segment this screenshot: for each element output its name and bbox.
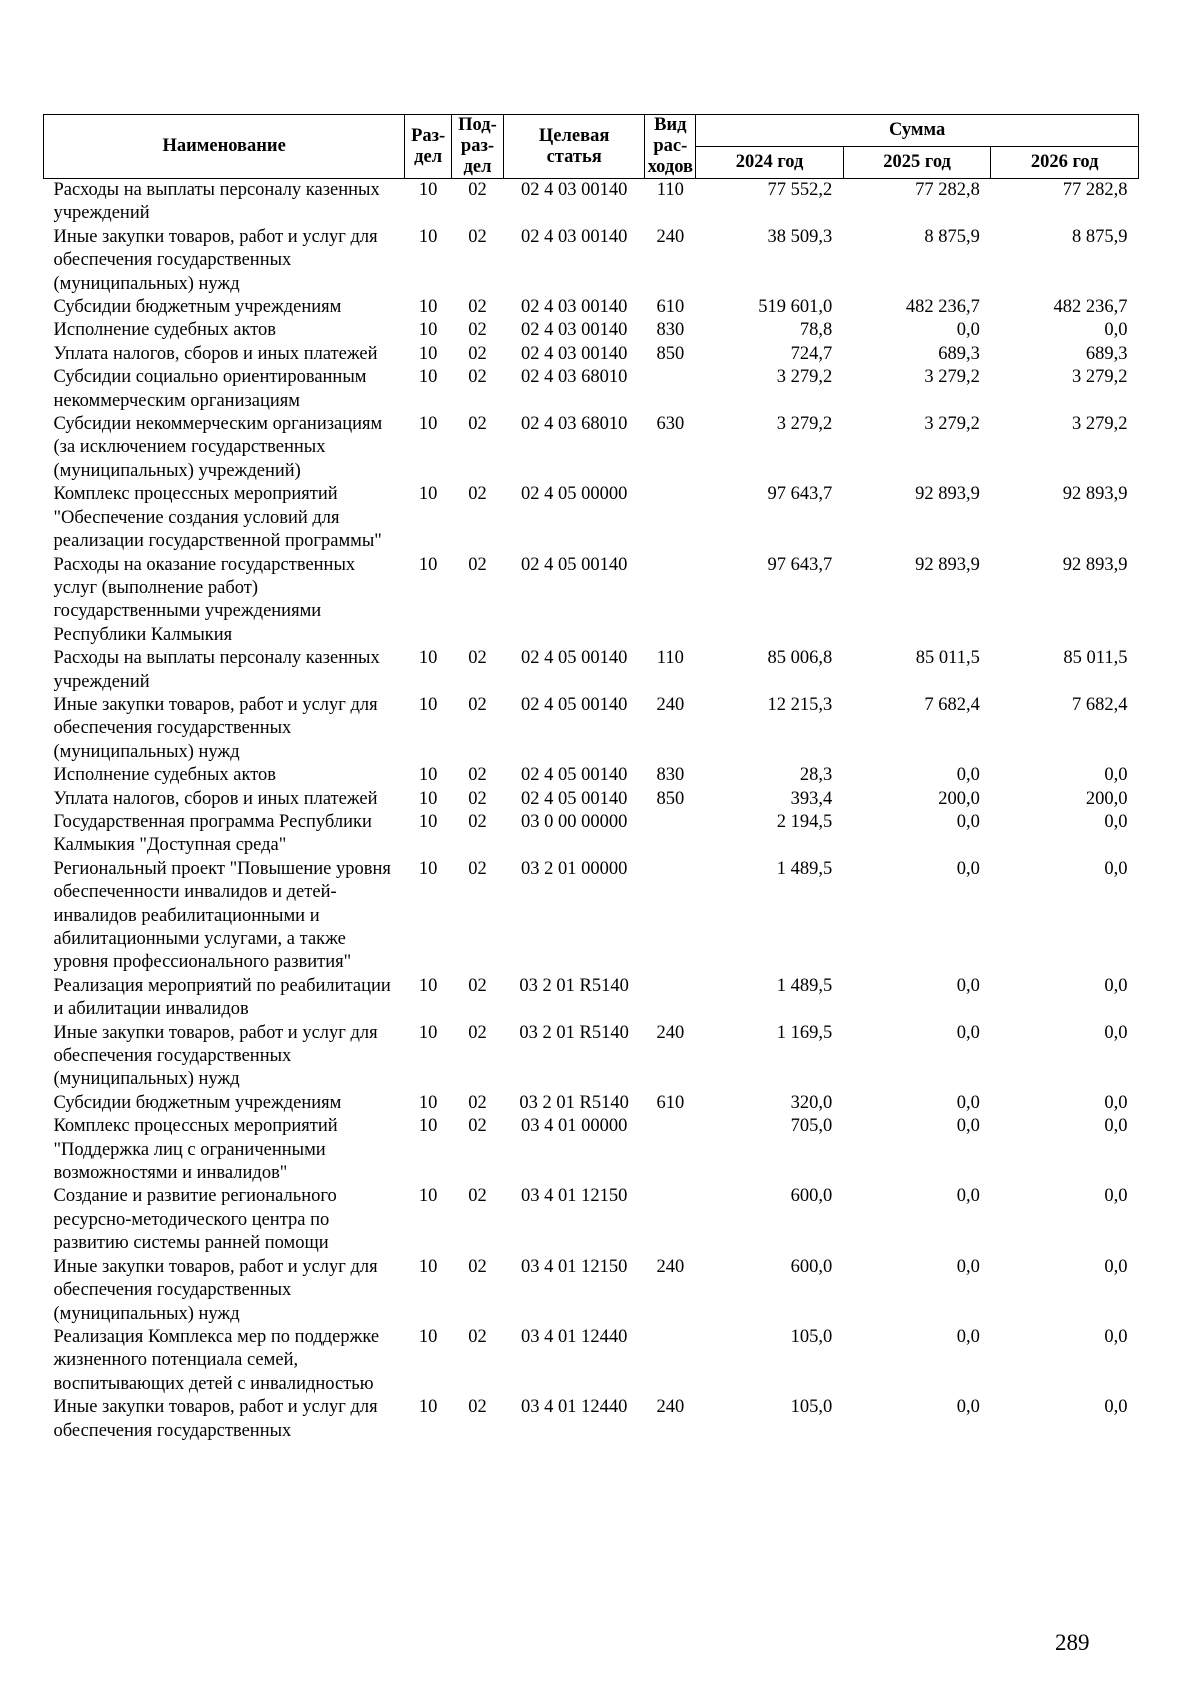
row-razdel: 10 bbox=[418, 554, 438, 575]
row-name: Иные закупки товаров, работ и услуг для обеспечения государственных bbox=[53, 1397, 378, 1441]
row-sum-2024: 97 643,7 bbox=[767, 484, 833, 505]
row-celevaya-statya: 03 4 01 00000 bbox=[520, 1116, 628, 1137]
row-sum-2026: 0,0 bbox=[1104, 320, 1128, 341]
table-row bbox=[44, 1396, 1139, 1443]
row-sum-2026: 0,0 bbox=[1104, 765, 1128, 786]
row-razdel: 10 bbox=[418, 1256, 438, 1277]
row-name: Исполнение судебных актов bbox=[53, 765, 277, 786]
row-sum-2025: 0,0 bbox=[956, 1397, 980, 1418]
row-sum-2024: 28,3 bbox=[799, 765, 833, 786]
row-podrazdel: 02 bbox=[468, 788, 487, 809]
row-razdel: 10 bbox=[418, 788, 438, 809]
row-razdel: 10 bbox=[418, 975, 438, 996]
row-celevaya-statya: 02 4 03 00140 bbox=[520, 226, 628, 247]
row-sum-2024: 724,7 bbox=[790, 343, 833, 364]
row-podrazdel: 02 bbox=[468, 484, 487, 505]
row-celevaya-statya: 03 2 01 00000 bbox=[520, 858, 628, 879]
row-celevaya-statya: 03 4 01 12150 bbox=[520, 1186, 628, 1207]
table-row bbox=[44, 296, 1139, 319]
row-sum-2024: 1 489,5 bbox=[776, 858, 833, 879]
row-vid-rashodov: 830 bbox=[656, 765, 685, 786]
row-razdel: 10 bbox=[418, 858, 438, 879]
row-razdel: 10 bbox=[418, 180, 438, 200]
row-sum-2026: 0,0 bbox=[1104, 1326, 1128, 1347]
row-sum-2025: 0,0 bbox=[956, 1092, 980, 1113]
row-celevaya-statya: 02 4 03 68010 bbox=[520, 367, 628, 388]
row-name: Реализация мероприятий по реабилитации и абилитации инвалидов bbox=[53, 975, 391, 1020]
row-sum-2026: 0,0 bbox=[1104, 975, 1128, 996]
row-vid-rashodov: 610 bbox=[656, 297, 685, 318]
table-row bbox=[44, 811, 1139, 858]
table-row bbox=[44, 554, 1139, 648]
row-podrazdel: 02 bbox=[468, 765, 487, 786]
header-celevaya-statya: Целевая статья bbox=[503, 115, 644, 179]
table-row bbox=[44, 858, 1139, 975]
row-sum-2025: 7 682,4 bbox=[924, 694, 980, 715]
row-sum-2024: 105,0 bbox=[790, 1326, 833, 1347]
row-celevaya-statya: 02 4 05 00140 bbox=[520, 765, 628, 786]
row-name: Исполнение судебных актов bbox=[53, 320, 277, 341]
table-row bbox=[44, 343, 1139, 366]
row-name: Уплата налогов, сборов и иных платежей bbox=[53, 788, 378, 809]
row-vid-rashodov: 630 bbox=[656, 414, 685, 435]
row-sum-2024: 77 552,2 bbox=[767, 180, 833, 200]
header-summa: Сумма bbox=[696, 115, 1139, 147]
row-razdel: 10 bbox=[418, 1397, 438, 1418]
row-celevaya-statya: 03 4 01 12440 bbox=[520, 1326, 628, 1347]
row-sum-2025: 482 236,7 bbox=[905, 297, 980, 318]
row-name: Субсидии бюджетным учреждениям bbox=[53, 1092, 342, 1113]
table-row bbox=[44, 366, 1139, 413]
row-sum-2024: 105,0 bbox=[790, 1397, 833, 1418]
row-celevaya-statya: 03 4 01 12150 bbox=[520, 1256, 628, 1277]
row-sum-2026: 8 875,9 bbox=[1072, 226, 1128, 247]
row-name: Иные закупки товаров, работ и услуг для обеспечения государственных (муниципальных) нужд bbox=[53, 1022, 378, 1090]
row-sum-2025: 0,0 bbox=[956, 765, 980, 786]
row-name: Уплата налогов, сборов и иных платежей bbox=[53, 343, 378, 364]
row-sum-2026: 0,0 bbox=[1104, 1256, 1128, 1277]
row-sum-2024: 85 006,8 bbox=[767, 648, 833, 669]
row-sum-2026: 0,0 bbox=[1104, 1397, 1128, 1418]
row-name: Государственная программа Республики Калмыкия "Доступная среда" bbox=[53, 811, 372, 856]
row-vid-rashodov bbox=[645, 1115, 696, 1185]
row-vid-rashodov bbox=[645, 554, 696, 648]
row-name: Иные закупки товаров, работ и услуг для обеспечения государственных (муниципальных) нужд bbox=[53, 694, 378, 762]
table-row bbox=[44, 413, 1139, 483]
table-row bbox=[44, 647, 1139, 694]
row-sum-2025: 3 279,2 bbox=[924, 367, 980, 388]
row-sum-2026: 0,0 bbox=[1104, 1092, 1128, 1113]
row-celevaya-statya: 02 4 03 00140 bbox=[520, 343, 628, 364]
row-name: Реализация Комплекса мер по поддержке жизненного потенциала семей, воспитывающих детей с инвалидностью bbox=[53, 1326, 380, 1394]
row-sum-2025: 0,0 bbox=[956, 975, 980, 996]
row-razdel: 10 bbox=[418, 648, 438, 669]
row-podrazdel: 02 bbox=[468, 694, 487, 715]
row-sum-2024: 320,0 bbox=[790, 1092, 833, 1113]
row-sum-2025: 85 011,5 bbox=[915, 648, 980, 669]
row-sum-2026: 0,0 bbox=[1104, 811, 1128, 832]
row-razdel: 10 bbox=[418, 226, 438, 247]
row-podrazdel: 02 bbox=[468, 1116, 487, 1137]
row-celevaya-statya: 02 4 03 00140 bbox=[520, 180, 628, 200]
row-sum-2024: 519 601,0 bbox=[758, 297, 833, 318]
row-sum-2026: 0,0 bbox=[1104, 1186, 1128, 1207]
row-podrazdel: 02 bbox=[468, 226, 487, 247]
row-podrazdel: 02 bbox=[468, 811, 487, 832]
row-sum-2024: 705,0 bbox=[790, 1116, 833, 1137]
row-sum-2024: 3 279,2 bbox=[776, 414, 833, 435]
row-celevaya-statya: 02 4 05 00140 bbox=[520, 694, 628, 715]
row-podrazdel: 02 bbox=[468, 554, 487, 575]
row-razdel: 10 bbox=[418, 1186, 438, 1207]
row-razdel: 10 bbox=[418, 1326, 438, 1347]
table-row bbox=[44, 319, 1139, 342]
row-podrazdel: 02 bbox=[468, 1092, 487, 1113]
row-podrazdel: 02 bbox=[468, 975, 487, 996]
table-row bbox=[44, 1185, 1139, 1255]
row-sum-2024: 1 489,5 bbox=[776, 975, 833, 996]
row-vid-rashodov: 850 bbox=[656, 343, 685, 364]
row-vid-rashodov bbox=[645, 858, 696, 975]
row-name: Субсидии бюджетным учреждениям bbox=[53, 297, 342, 318]
table-row bbox=[44, 179, 1139, 226]
row-celevaya-statya: 02 4 03 68010 bbox=[520, 414, 628, 435]
row-celevaya-statya: 02 4 03 00140 bbox=[520, 320, 628, 341]
row-sum-2025: 92 893,9 bbox=[915, 484, 980, 505]
table-header bbox=[44, 115, 1139, 179]
row-sum-2025: 0,0 bbox=[956, 858, 980, 879]
row-vid-rashodov: 240 bbox=[656, 226, 685, 247]
row-name: Субсидии некоммерческим организациям (за исключением государственных (муниципальных) учреждений) bbox=[53, 414, 383, 481]
row-razdel: 10 bbox=[418, 414, 438, 435]
row-podrazdel: 02 bbox=[468, 858, 487, 879]
row-name: Создание и развитие регионального ресурсно-методического центра по развитию системы ранней помощи bbox=[53, 1186, 337, 1254]
header-podrazdel: Под- раз- дел bbox=[452, 115, 504, 179]
page-number: 289 bbox=[1055, 1630, 1090, 1655]
row-razdel: 10 bbox=[418, 484, 438, 505]
row-sum-2026: 0,0 bbox=[1104, 1022, 1128, 1043]
header-name: Наименование bbox=[44, 115, 405, 179]
row-vid-rashodov: 610 bbox=[656, 1092, 685, 1113]
row-vid-rashodov bbox=[645, 811, 696, 858]
row-razdel: 10 bbox=[418, 765, 438, 786]
row-name: Субсидии социально ориентированным некоммерческим организациям bbox=[53, 367, 367, 411]
table-row bbox=[44, 764, 1139, 787]
row-razdel: 10 bbox=[418, 811, 438, 832]
row-sum-2025: 0,0 bbox=[956, 1116, 980, 1137]
row-sum-2025: 689,3 bbox=[938, 343, 980, 364]
row-celevaya-statya: 02 4 05 00000 bbox=[520, 484, 628, 505]
row-celevaya-statya: 03 2 01 R5140 bbox=[519, 1092, 629, 1113]
row-podrazdel: 02 bbox=[468, 1397, 487, 1418]
row-name: Иные закупки товаров, работ и услуг для обеспечения государственных (муниципальных) нужд bbox=[53, 1256, 378, 1324]
row-sum-2024: 393,4 bbox=[790, 788, 833, 809]
table-row bbox=[44, 788, 1139, 811]
row-vid-rashodov: 830 bbox=[656, 320, 685, 341]
table-row bbox=[44, 1022, 1139, 1092]
row-sum-2024: 78,8 bbox=[799, 320, 833, 341]
header-razdel: Раз- дел bbox=[405, 115, 452, 179]
row-sum-2025: 3 279,2 bbox=[924, 414, 980, 435]
row-celevaya-statya: 03 2 01 R5140 bbox=[519, 1022, 629, 1043]
row-vid-rashodov: 240 bbox=[656, 1397, 685, 1418]
row-celevaya-statya: 03 0 00 00000 bbox=[520, 811, 628, 832]
row-sum-2024: 1 169,5 bbox=[776, 1022, 833, 1043]
row-sum-2026: 92 893,9 bbox=[1062, 554, 1128, 575]
row-sum-2026: 0,0 bbox=[1104, 1116, 1128, 1137]
table-row bbox=[44, 1256, 1139, 1326]
row-celevaya-statya: 03 4 01 12440 bbox=[520, 1397, 628, 1418]
row-sum-2025: 200,0 bbox=[938, 788, 980, 809]
row-name: Расходы на выплаты персоналу казенных учреждений bbox=[53, 648, 380, 692]
row-sum-2026: 85 011,5 bbox=[1063, 648, 1128, 669]
row-sum-2025: 0,0 bbox=[956, 1256, 980, 1277]
row-sum-2025: 0,0 bbox=[956, 811, 980, 832]
row-name: Комплекс процессных мероприятий "Поддержка лиц с ограниченными возможностями и инвалидов" bbox=[53, 1116, 338, 1184]
row-sum-2026: 0,0 bbox=[1104, 858, 1128, 879]
row-sum-2024: 97 643,7 bbox=[767, 554, 833, 575]
row-razdel: 10 bbox=[418, 367, 438, 388]
row-celevaya-statya: 02 4 05 00140 bbox=[520, 788, 628, 809]
row-vid-rashodov bbox=[645, 975, 696, 1022]
row-sum-2024: 38 509,3 bbox=[767, 226, 833, 247]
row-celevaya-statya: 02 4 03 00140 bbox=[520, 297, 628, 318]
row-podrazdel: 02 bbox=[468, 320, 487, 341]
row-razdel: 10 bbox=[418, 297, 438, 318]
row-sum-2026: 200,0 bbox=[1085, 788, 1128, 809]
row-sum-2024: 2 194,5 bbox=[776, 811, 833, 832]
row-sum-2026: 689,3 bbox=[1085, 343, 1128, 364]
row-sum-2026: 7 682,4 bbox=[1072, 694, 1128, 715]
row-vid-rashodov bbox=[645, 1185, 696, 1255]
row-podrazdel: 02 bbox=[468, 343, 487, 364]
row-razdel: 10 bbox=[418, 343, 438, 364]
table-row bbox=[44, 483, 1139, 553]
row-podrazdel: 02 bbox=[468, 180, 487, 200]
row-name: Комплекс процессных мероприятий "Обеспечение создания условий для реализации государственной программы" bbox=[53, 484, 382, 552]
row-vid-rashodov: 240 bbox=[656, 694, 685, 715]
row-vid-rashodov: 850 bbox=[656, 788, 685, 809]
row-celevaya-statya: 02 4 05 00140 bbox=[520, 648, 628, 669]
row-sum-2025: 92 893,9 bbox=[915, 554, 980, 575]
row-name: Иные закупки товаров, работ и услуг для обеспечения государственных (муниципальных) нужд bbox=[53, 226, 378, 294]
row-vid-rashodov: 240 bbox=[656, 1256, 685, 1277]
row-name: Региональный проект "Повышение уровня обеспеченности инвалидов и детей-инвалидов реабилитационными и абилитационными услугами, а также уровня профессионального развития" bbox=[53, 858, 391, 973]
row-podrazdel: 02 bbox=[468, 297, 487, 318]
row-sum-2025: 0,0 bbox=[956, 1022, 980, 1043]
row-sum-2025: 0,0 bbox=[956, 1186, 980, 1207]
row-podrazdel: 02 bbox=[468, 367, 487, 388]
row-vid-rashodov bbox=[645, 483, 696, 553]
table-row bbox=[44, 1092, 1139, 1115]
row-podrazdel: 02 bbox=[468, 1022, 487, 1043]
header-year-2026: 2026 год bbox=[991, 147, 1139, 179]
row-sum-2026: 77 282,8 bbox=[1062, 180, 1128, 200]
table-row bbox=[44, 1115, 1139, 1185]
row-name: Расходы на выплаты персоналу казенных учреждений bbox=[53, 180, 380, 224]
row-sum-2025: 0,0 bbox=[956, 320, 980, 341]
header-year-2024: 2024 год bbox=[696, 147, 844, 179]
row-razdel: 10 bbox=[418, 1022, 438, 1043]
row-sum-2026: 3 279,2 bbox=[1072, 367, 1128, 388]
row-sum-2026: 92 893,9 bbox=[1062, 484, 1128, 505]
row-razdel: 10 bbox=[418, 1116, 438, 1137]
row-sum-2025: 8 875,9 bbox=[924, 226, 980, 247]
row-sum-2024: 3 279,2 bbox=[776, 367, 833, 388]
row-sum-2025: 0,0 bbox=[956, 1326, 980, 1347]
header-vid-rashodov: Вид рас- ходов bbox=[645, 115, 696, 179]
row-name: Расходы на оказание государственных услуг (выполнение работ) государственными учреждениями Республики Калмыкия bbox=[53, 554, 356, 645]
row-vid-rashodov bbox=[645, 1326, 696, 1396]
row-vid-rashodov: 110 bbox=[656, 180, 684, 200]
row-razdel: 10 bbox=[418, 320, 438, 341]
row-sum-2026: 482 236,7 bbox=[1053, 297, 1128, 318]
row-podrazdel: 02 bbox=[468, 1186, 487, 1207]
table-row bbox=[44, 226, 1139, 296]
row-sum-2024: 600,0 bbox=[790, 1186, 833, 1207]
row-vid-rashodov: 240 bbox=[656, 1022, 685, 1043]
row-celevaya-statya: 02 4 05 00140 bbox=[520, 554, 628, 575]
row-podrazdel: 02 bbox=[468, 648, 487, 669]
row-celevaya-statya: 03 2 01 R5140 bbox=[519, 975, 629, 996]
row-sum-2025: 77 282,8 bbox=[915, 180, 980, 200]
row-sum-2024: 12 215,3 bbox=[767, 694, 833, 715]
budget-table bbox=[43, 114, 1139, 1443]
row-podrazdel: 02 bbox=[468, 1326, 487, 1347]
header-year-2025: 2025 год bbox=[843, 147, 991, 179]
row-sum-2026: 3 279,2 bbox=[1072, 414, 1128, 435]
row-razdel: 10 bbox=[418, 694, 438, 715]
table-row bbox=[44, 694, 1139, 764]
row-podrazdel: 02 bbox=[468, 414, 487, 435]
row-razdel: 10 bbox=[418, 1092, 438, 1113]
table-row bbox=[44, 975, 1139, 1022]
row-sum-2024: 600,0 bbox=[790, 1256, 833, 1277]
table-body bbox=[44, 179, 1139, 1443]
row-vid-rashodov: 110 bbox=[656, 648, 684, 669]
row-podrazdel: 02 bbox=[468, 1256, 487, 1277]
row-vid-rashodov bbox=[645, 366, 696, 413]
table-row bbox=[44, 1326, 1139, 1396]
